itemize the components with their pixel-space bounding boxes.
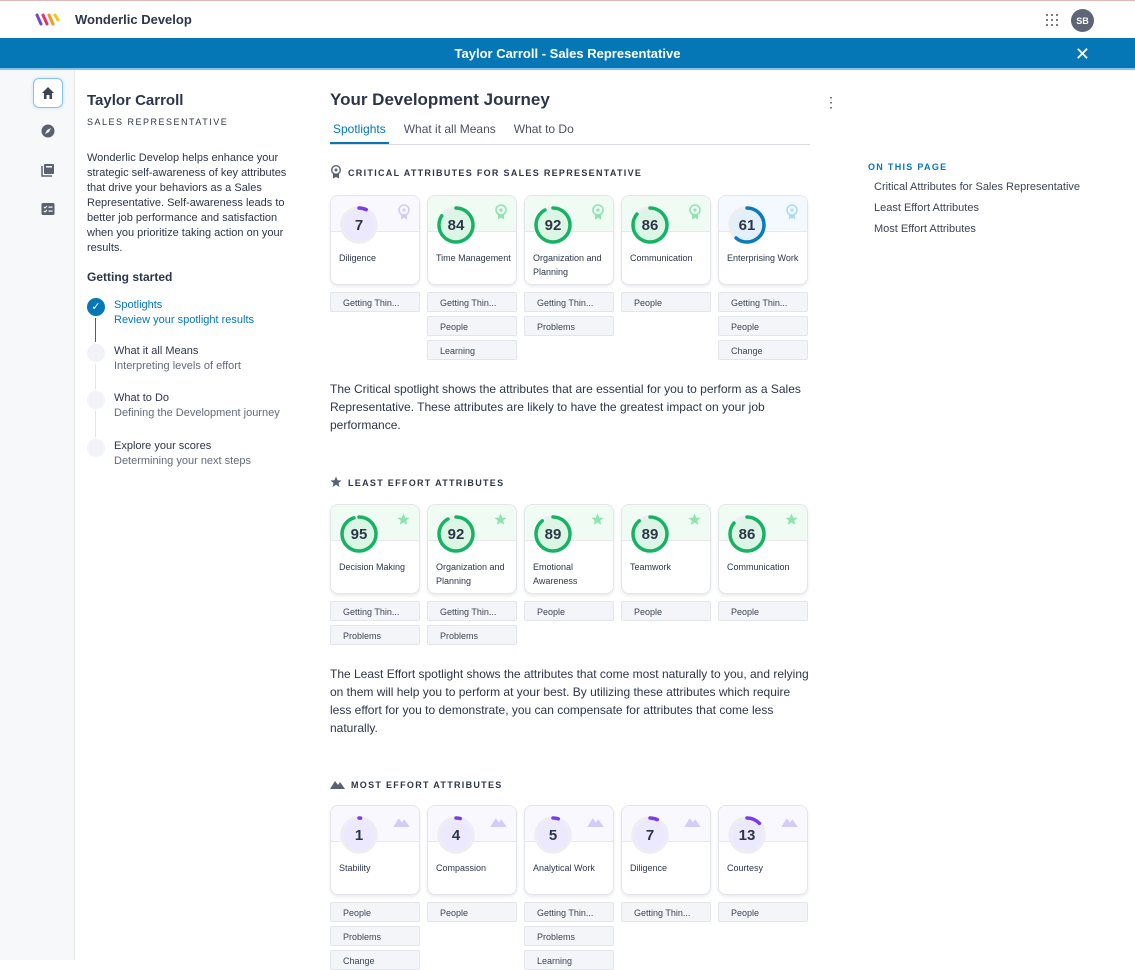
wonderlic-logo	[35, 12, 61, 26]
score-value: 92	[447, 525, 465, 543]
section-heading	[330, 165, 810, 181]
attribute-card[interactable]	[718, 805, 808, 895]
toc-link-least-effort[interactable]: Least Effort Attributes	[874, 202, 979, 214]
nav-rail	[0, 70, 75, 960]
score-value: 92	[544, 216, 562, 234]
step-item[interactable]	[87, 391, 292, 439]
attribute-column	[427, 805, 517, 970]
attribute-column	[621, 195, 711, 360]
attribute-column	[718, 195, 808, 360]
attribute-column	[524, 195, 614, 360]
attribute-tag[interactable]: Change	[718, 340, 808, 360]
step-subtitle: Review your spotlight results	[114, 314, 255, 326]
score-value: 86	[641, 216, 659, 234]
attribute-tag[interactable]: Getting Thin...	[330, 292, 420, 312]
banner-title: Taylor Carroll - Sales Representative	[454, 45, 681, 61]
score-value: 4	[451, 826, 461, 844]
attribute-card[interactable]	[718, 504, 808, 594]
main-content	[330, 90, 838, 970]
score-value: 89	[544, 525, 562, 543]
score-value: 86	[738, 525, 756, 543]
candidate-name: Taylor Carroll	[87, 92, 184, 109]
attribute-card[interactable]	[524, 504, 614, 594]
top-bar	[0, 0, 1135, 38]
score-value: 84	[447, 216, 465, 234]
step-title: What it all Means	[114, 345, 199, 357]
more-options-icon[interactable]: ⋮	[824, 94, 838, 110]
award-icon	[330, 165, 342, 181]
critical-attributes-section	[330, 165, 810, 434]
page-title: Your Development Journey	[330, 90, 550, 109]
score-value: 7	[645, 826, 655, 844]
star-icon	[688, 513, 701, 531]
attribute-column	[718, 805, 808, 970]
section-heading-text: MOST EFFORT ATTRIBUTES	[351, 780, 503, 790]
award-icon	[592, 204, 604, 225]
attribute-card[interactable]	[427, 195, 517, 285]
attribute-tag[interactable]: Getting Thin...	[524, 902, 614, 922]
attribute-tag[interactable]: People	[718, 601, 808, 621]
check-circle-icon: ✓	[87, 298, 105, 316]
close-icon[interactable]: ✕	[1074, 44, 1090, 64]
step-title: Explore your scores	[114, 440, 212, 452]
home-icon[interactable]	[33, 78, 63, 108]
mountain-icon	[587, 814, 604, 832]
profile-sidebar	[87, 90, 292, 469]
attribute-tag[interactable]: Problems	[427, 625, 517, 645]
attribute-card[interactable]	[427, 504, 517, 594]
attribute-tag[interactable]: People	[427, 902, 517, 922]
attribute-label: Decision Making	[339, 562, 406, 572]
on-this-page	[868, 162, 1108, 235]
attribute-label: Organization and Planning	[533, 253, 602, 277]
attribute-label: Diligence	[630, 863, 668, 873]
tab-what-to-do[interactable]: What to Do	[513, 122, 574, 136]
attribute-column	[330, 504, 420, 645]
award-icon	[495, 204, 507, 225]
attribute-column	[524, 805, 614, 970]
attribute-tag[interactable]: Change	[330, 950, 420, 970]
compass-icon[interactable]	[33, 116, 63, 146]
attribute-tag[interactable]: People	[718, 902, 808, 922]
score-value: 61	[738, 216, 756, 234]
attribute-tag[interactable]: Getting Thin...	[427, 601, 517, 621]
candidate-banner	[0, 38, 1135, 70]
mountain-icon	[330, 779, 345, 791]
section-description: The Least Effort spotlight shows the attributes that come most naturally to you, and relying on them will help you to perform at your best. By utilizing these attributes which require less effort for you to demonstrate, you can compensate for attributes that come less naturally.	[330, 667, 809, 735]
attribute-cards	[330, 504, 810, 645]
attribute-tag[interactable]: Getting Thin...	[330, 601, 420, 621]
award-icon	[689, 204, 701, 225]
most-effort-section	[330, 779, 810, 970]
tab-what-it-all-means[interactable]: What it all Means	[403, 122, 496, 136]
attribute-tag[interactable]: Learning	[524, 950, 614, 970]
section-heading-text: LEAST EFFORT ATTRIBUTES	[348, 478, 505, 488]
attribute-tag[interactable]: Problems	[524, 926, 614, 946]
toc-heading: ON THIS PAGE	[868, 162, 948, 172]
mountain-icon	[684, 814, 701, 832]
tab-spotlights[interactable]: Spotlights	[330, 120, 389, 144]
star-icon	[494, 513, 507, 531]
attribute-column	[524, 504, 614, 645]
attribute-tag[interactable]: Getting Thin...	[621, 902, 711, 922]
attribute-column	[427, 195, 517, 360]
award-icon	[786, 204, 798, 225]
star-icon	[397, 513, 410, 531]
intro-text: Wonderlic Develop helps enhance your strategic self-awareness of key attributes that drive your behaviors as a Sales Representative. Self-awareness leads to better job performance and satisfaction when you prioritize taking action on your results.	[87, 152, 287, 254]
toc-link-most-effort[interactable]: Most Effort Attributes	[874, 223, 976, 235]
attribute-label: Time Management	[436, 253, 511, 263]
attribute-label: Organization and Planning	[436, 562, 505, 586]
least-effort-section	[330, 476, 810, 737]
attribute-column	[621, 805, 711, 970]
step-connector	[95, 318, 96, 342]
score-value: 5	[548, 826, 558, 844]
attribute-tag[interactable]: Getting Thin...	[427, 292, 517, 312]
attribute-tag[interactable]: Learning	[427, 340, 517, 360]
star-icon	[330, 476, 342, 490]
attribute-tag[interactable]: Getting Thin...	[524, 292, 614, 312]
attribute-card[interactable]	[330, 504, 420, 594]
attribute-column	[330, 805, 420, 970]
section-heading	[330, 476, 810, 490]
step-title: What to Do	[114, 392, 170, 404]
score-value: 95	[350, 525, 368, 543]
attribute-column	[330, 195, 420, 360]
apps-grid-icon[interactable]	[1046, 14, 1058, 26]
attribute-card[interactable]	[427, 805, 517, 895]
attribute-label: Emotional Awareness	[533, 562, 578, 586]
score-value: 7	[354, 216, 364, 234]
step-connector	[95, 411, 96, 437]
step-subtitle: Interpreting levels of effort	[114, 360, 241, 372]
attribute-card[interactable]	[524, 805, 614, 895]
attribute-tag[interactable]: People	[524, 601, 614, 621]
attribute-card[interactable]	[330, 195, 420, 285]
attribute-tag[interactable]: People	[330, 902, 420, 922]
attribute-column	[621, 504, 711, 645]
star-icon	[785, 513, 798, 531]
attribute-card[interactable]	[621, 504, 711, 594]
attribute-column	[718, 504, 808, 645]
mountain-icon	[781, 814, 798, 832]
step-circle-icon	[87, 391, 105, 409]
score-value: 89	[641, 525, 659, 543]
attribute-label: Enterprising Work	[727, 253, 799, 263]
step-circle-icon	[87, 344, 105, 362]
attribute-label: Communication	[630, 253, 693, 263]
award-icon	[398, 204, 410, 225]
step-item[interactable]	[87, 298, 292, 344]
score-value: 1	[354, 826, 364, 844]
attribute-tag[interactable]: People	[718, 316, 808, 336]
step-item[interactable]	[87, 344, 292, 391]
attribute-tag[interactable]: Getting Thin...	[718, 292, 808, 312]
checklist-icon[interactable]	[33, 194, 63, 224]
attribute-card[interactable]	[524, 195, 614, 285]
section-heading	[330, 779, 810, 791]
tab-bar	[330, 120, 810, 145]
mountain-icon	[393, 814, 410, 832]
attribute-tag[interactable]: People	[621, 292, 711, 312]
step-circle-icon	[87, 439, 105, 457]
attribute-cards	[330, 805, 810, 970]
attribute-card[interactable]	[330, 805, 420, 895]
steps-list	[87, 298, 292, 469]
section-heading-text: CRITICAL ATTRIBUTES FOR SALES REPRESENTATIVE	[348, 168, 643, 178]
attribute-tag[interactable]: Problems	[524, 316, 614, 336]
attribute-tag[interactable]: Problems	[330, 926, 420, 946]
attribute-column	[427, 504, 517, 645]
step-title: Spotlights	[114, 299, 163, 311]
attribute-tag[interactable]: People	[621, 601, 711, 621]
section-description: The Critical spotlight shows the attributes that are essential for you to perform as a Sales Representative. These attributes are likely to have the greatest impact on your job performance.	[330, 382, 801, 432]
toc-link-critical[interactable]: Critical Attributes for Sales Representative	[874, 181, 1081, 193]
attribute-label: Diligence	[339, 253, 377, 263]
attribute-card[interactable]	[621, 805, 711, 895]
attribute-card[interactable]	[621, 195, 711, 285]
step-subtitle: Defining the Development journey	[114, 407, 280, 419]
step-connector	[95, 364, 96, 389]
attribute-card[interactable]	[718, 195, 808, 285]
attribute-label: Stability	[339, 863, 371, 873]
attribute-label: Communication	[727, 562, 790, 572]
app-brand[interactable]: Wonderlic Develop	[75, 12, 192, 27]
attribute-label: Compassion	[436, 863, 487, 873]
attribute-tag[interactable]: People	[427, 316, 517, 336]
getting-started-heading: Getting started	[87, 270, 173, 284]
attribute-cards	[330, 195, 810, 360]
attribute-label: Teamwork	[630, 562, 672, 572]
user-avatar[interactable]: SB	[1071, 9, 1094, 32]
star-icon	[591, 513, 604, 531]
attribute-label: Courtesy	[727, 863, 764, 873]
step-subtitle: Determining your next steps	[114, 455, 251, 467]
library-icon[interactable]	[33, 155, 63, 185]
candidate-role: SALES REPRESENTATIVE	[87, 117, 229, 127]
step-item[interactable]	[87, 439, 292, 469]
attribute-label: Analytical Work	[533, 863, 595, 873]
score-value: 13	[738, 826, 756, 844]
mountain-icon	[490, 814, 507, 832]
attribute-tag[interactable]: Problems	[330, 625, 420, 645]
